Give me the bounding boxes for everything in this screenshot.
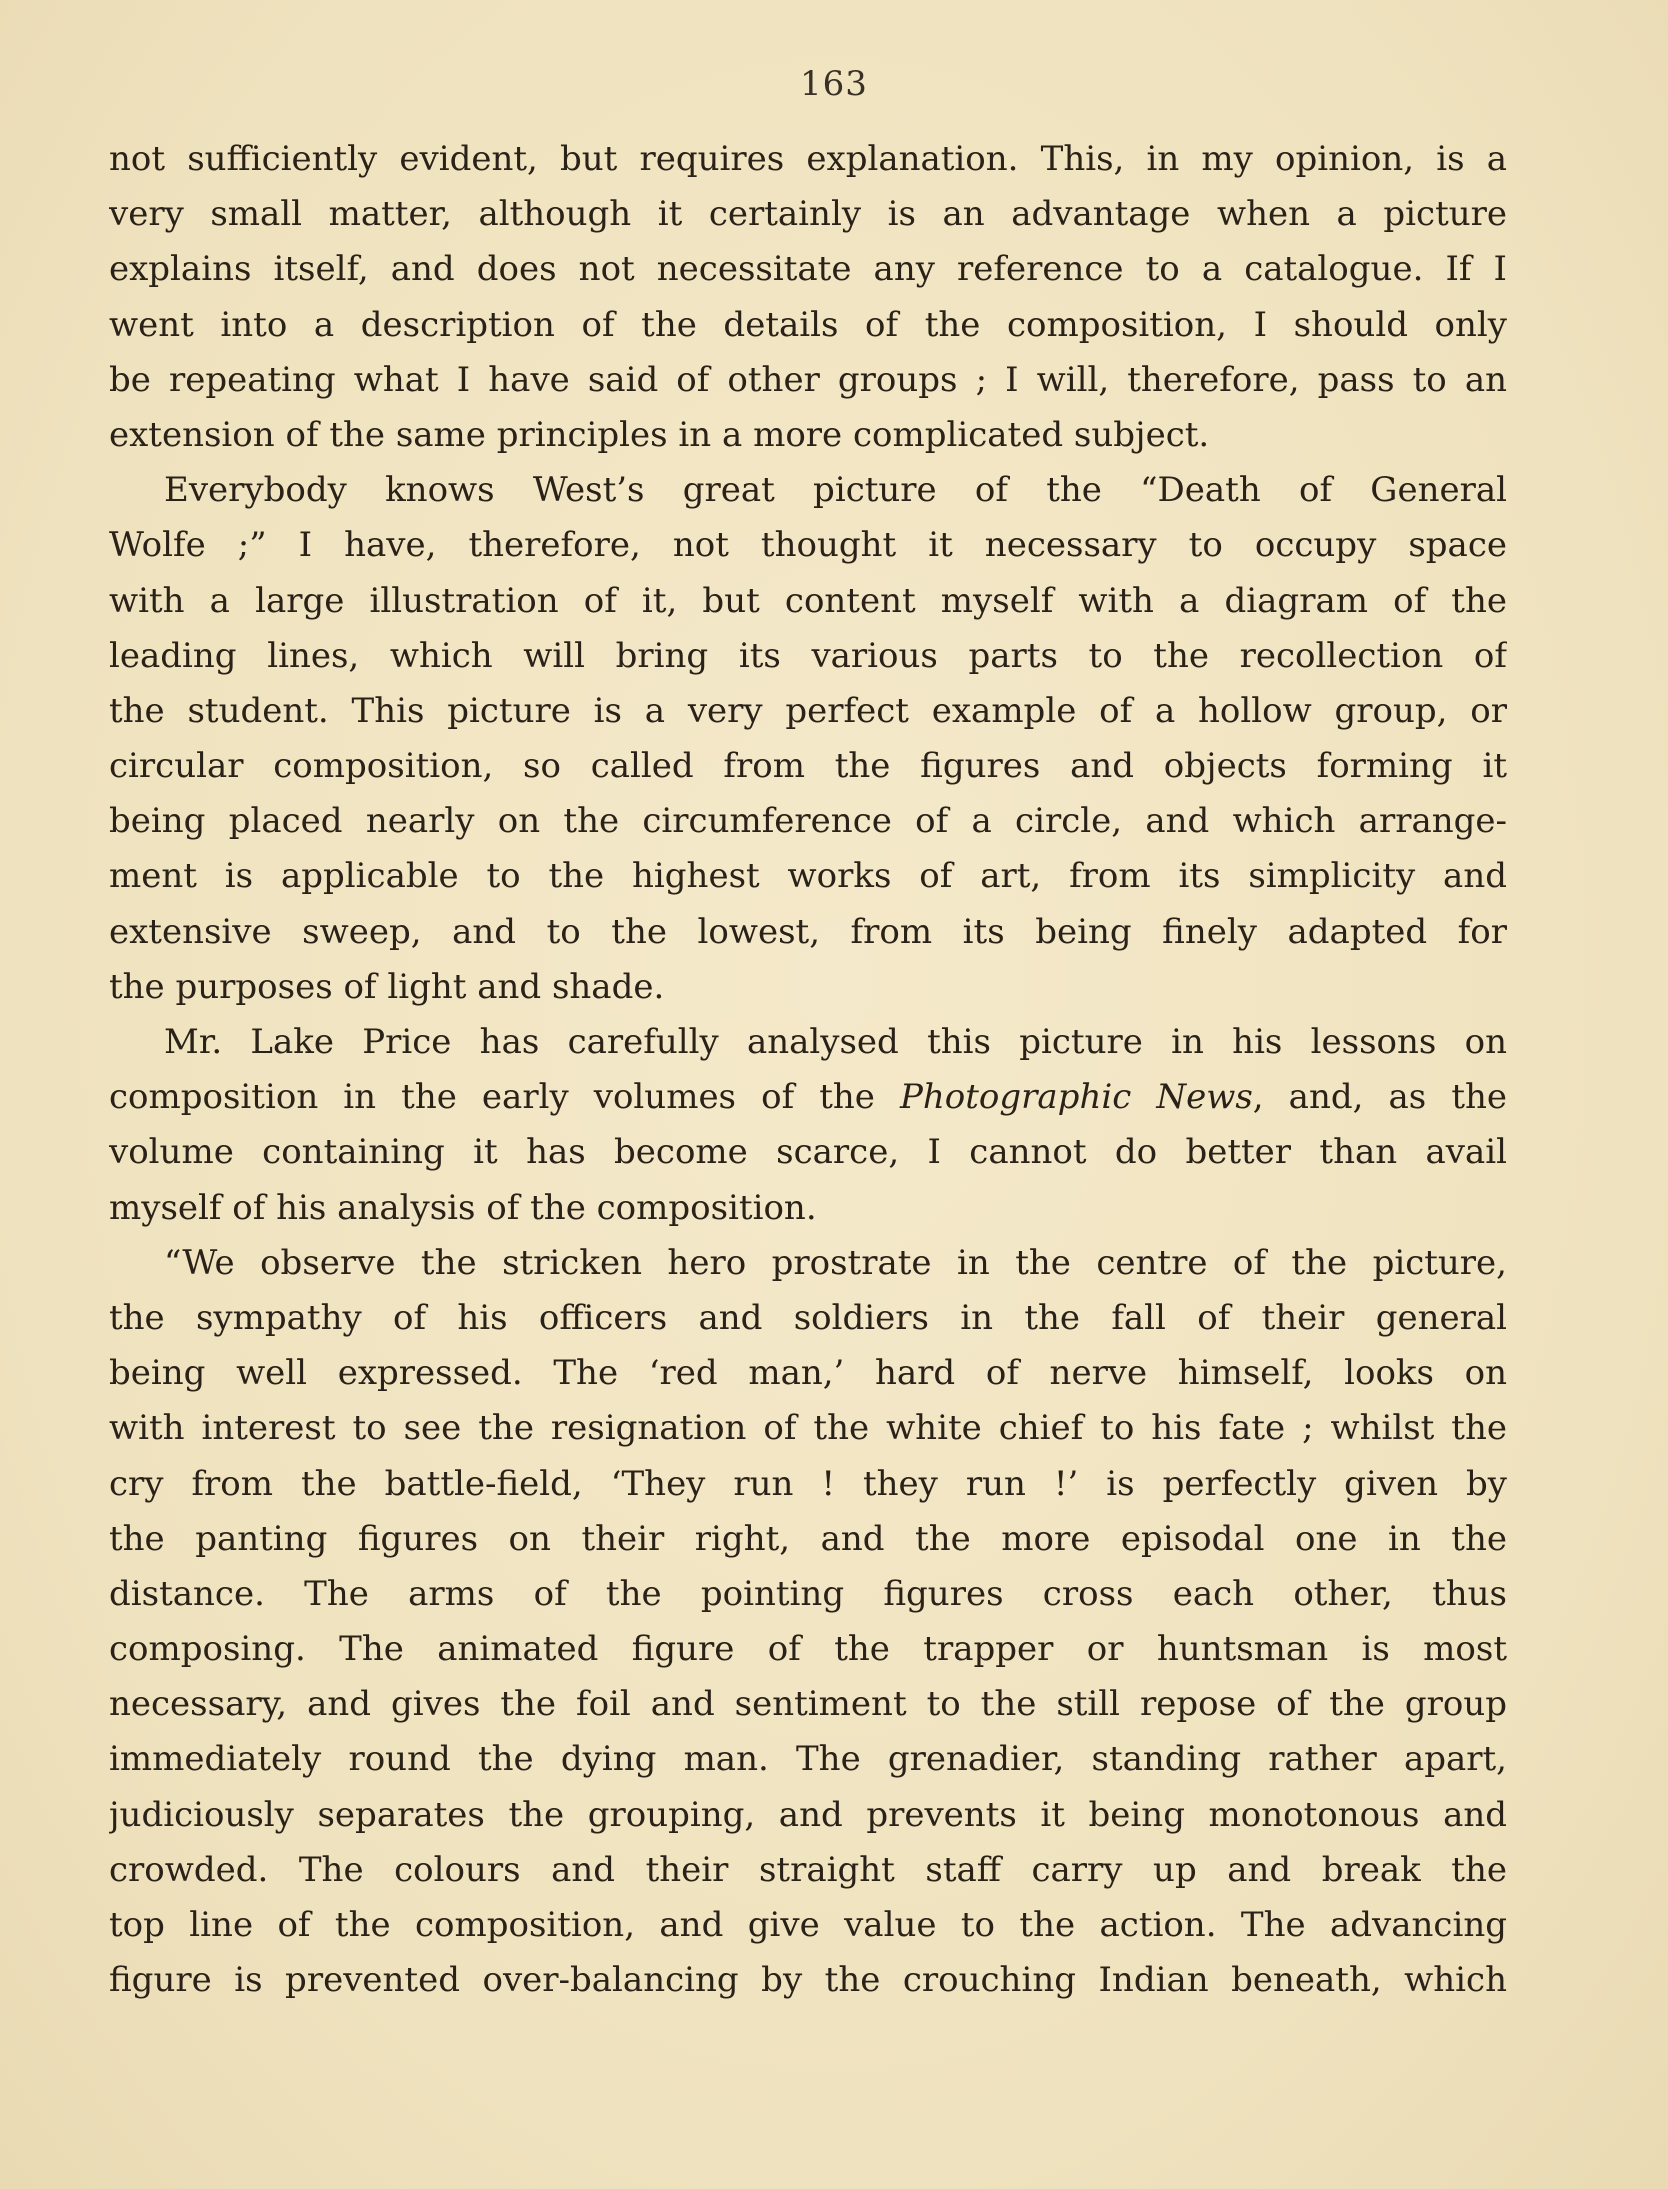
text-line: the sympathy of his officers and soldiers in the fall of their general: [109, 1297, 1507, 1338]
text-segment: , and, as the: [1252, 1077, 1507, 1118]
text-line: [109, 1070, 1507, 1125]
text-line: went into a description of the details of the composition, I should only: [109, 304, 1507, 345]
text-line: ment is applicable to the highest works of art, from its simplicity and: [109, 856, 1507, 897]
text-line: volume containing it has become scarce, I cannot do better than avail: [109, 1132, 1507, 1173]
text-line: not sufficiently evident, but requires explanation. This, in my opinion, is a: [109, 139, 1507, 179]
text-line: cry from the battle-field, ‘They run ! they run !’ is perfectly given by: [109, 1463, 1507, 1504]
text-line: Wolfe ;” I have, therefore, not thought it necessary to occupy space: [109, 525, 1507, 566]
text-line: “We observe the stricken hero prostrate in the centre of the picture,: [164, 1242, 1507, 1283]
text-line: the student. This picture is a very perfect example of a hollow group, or: [109, 690, 1507, 731]
text-line: extensive sweep, and to the lowest, from its being finely adapted for: [109, 911, 1507, 952]
text-line: circular composition, so called from the figures and objects forming it: [109, 746, 1507, 787]
publication-title: Photographic News: [900, 1077, 1253, 1118]
text-line: explains itself, and does not necessitate any reference to a catalogue. If I: [109, 249, 1507, 290]
text-line: immediately round the dying man. The grenadier, standing rather apart,: [109, 1739, 1507, 1780]
text-line: very small matter, although it certainly is an advantage when a picture: [109, 194, 1507, 235]
text-line: leading lines, which will bring its various parts to the recollection of: [109, 635, 1507, 676]
text-line: the purposes of light and shade.: [109, 966, 665, 1007]
body-text: [109, 132, 1507, 2008]
text-line: Mr. Lake Price has carefully analysed this picture in his lessons on: [164, 1022, 1507, 1062]
text-line: figure is prevented over-balancing by the crouching Indian beneath, which: [109, 1960, 1507, 2001]
text-line: Everybody knows West’s great picture of the “Death of General: [164, 470, 1507, 511]
text-segment: composition in the early volumes of the: [109, 1077, 901, 1118]
text-line: top line of the composition, and give value to the action. The advancing: [109, 1905, 1507, 1945]
text-line: with a large illustration of it, but content myself with a diagram of the: [109, 580, 1507, 621]
text-line: necessary, and gives the foil and sentiment to the still repose of the group: [109, 1684, 1507, 1725]
text-line: distance. The arms of the pointing figures cross each other, thus: [109, 1573, 1507, 1614]
text-line: judiciously separates the grouping, and prevents it being monotonous and: [109, 1794, 1507, 1835]
text-line: the panting figures on their right, and the more episodal one in the: [109, 1518, 1507, 1559]
text-line: be repeating what I have said of other groups ; I will, therefore, pass to an: [109, 359, 1507, 400]
text-line: composing. The animated figure of the trapper or huntsman is most: [109, 1629, 1507, 1670]
text-line: being placed nearly on the circumference of a circle, and which arrange-: [109, 801, 1507, 842]
page-number: 163: [800, 64, 868, 104]
text-line: crowded. The colours and their straight staff carry up and break the: [109, 1849, 1507, 1890]
text-line: being well expressed. The ‘red man,’ hard of nerve himself, looks on: [109, 1353, 1507, 1394]
text-line: myself of his analysis of the composition.: [109, 1187, 817, 1228]
text-line: extension of the same principles in a more complicated subject.: [109, 414, 1210, 455]
text-line: with interest to see the resignation of the white chief to his fate ; whilst the: [109, 1408, 1507, 1449]
